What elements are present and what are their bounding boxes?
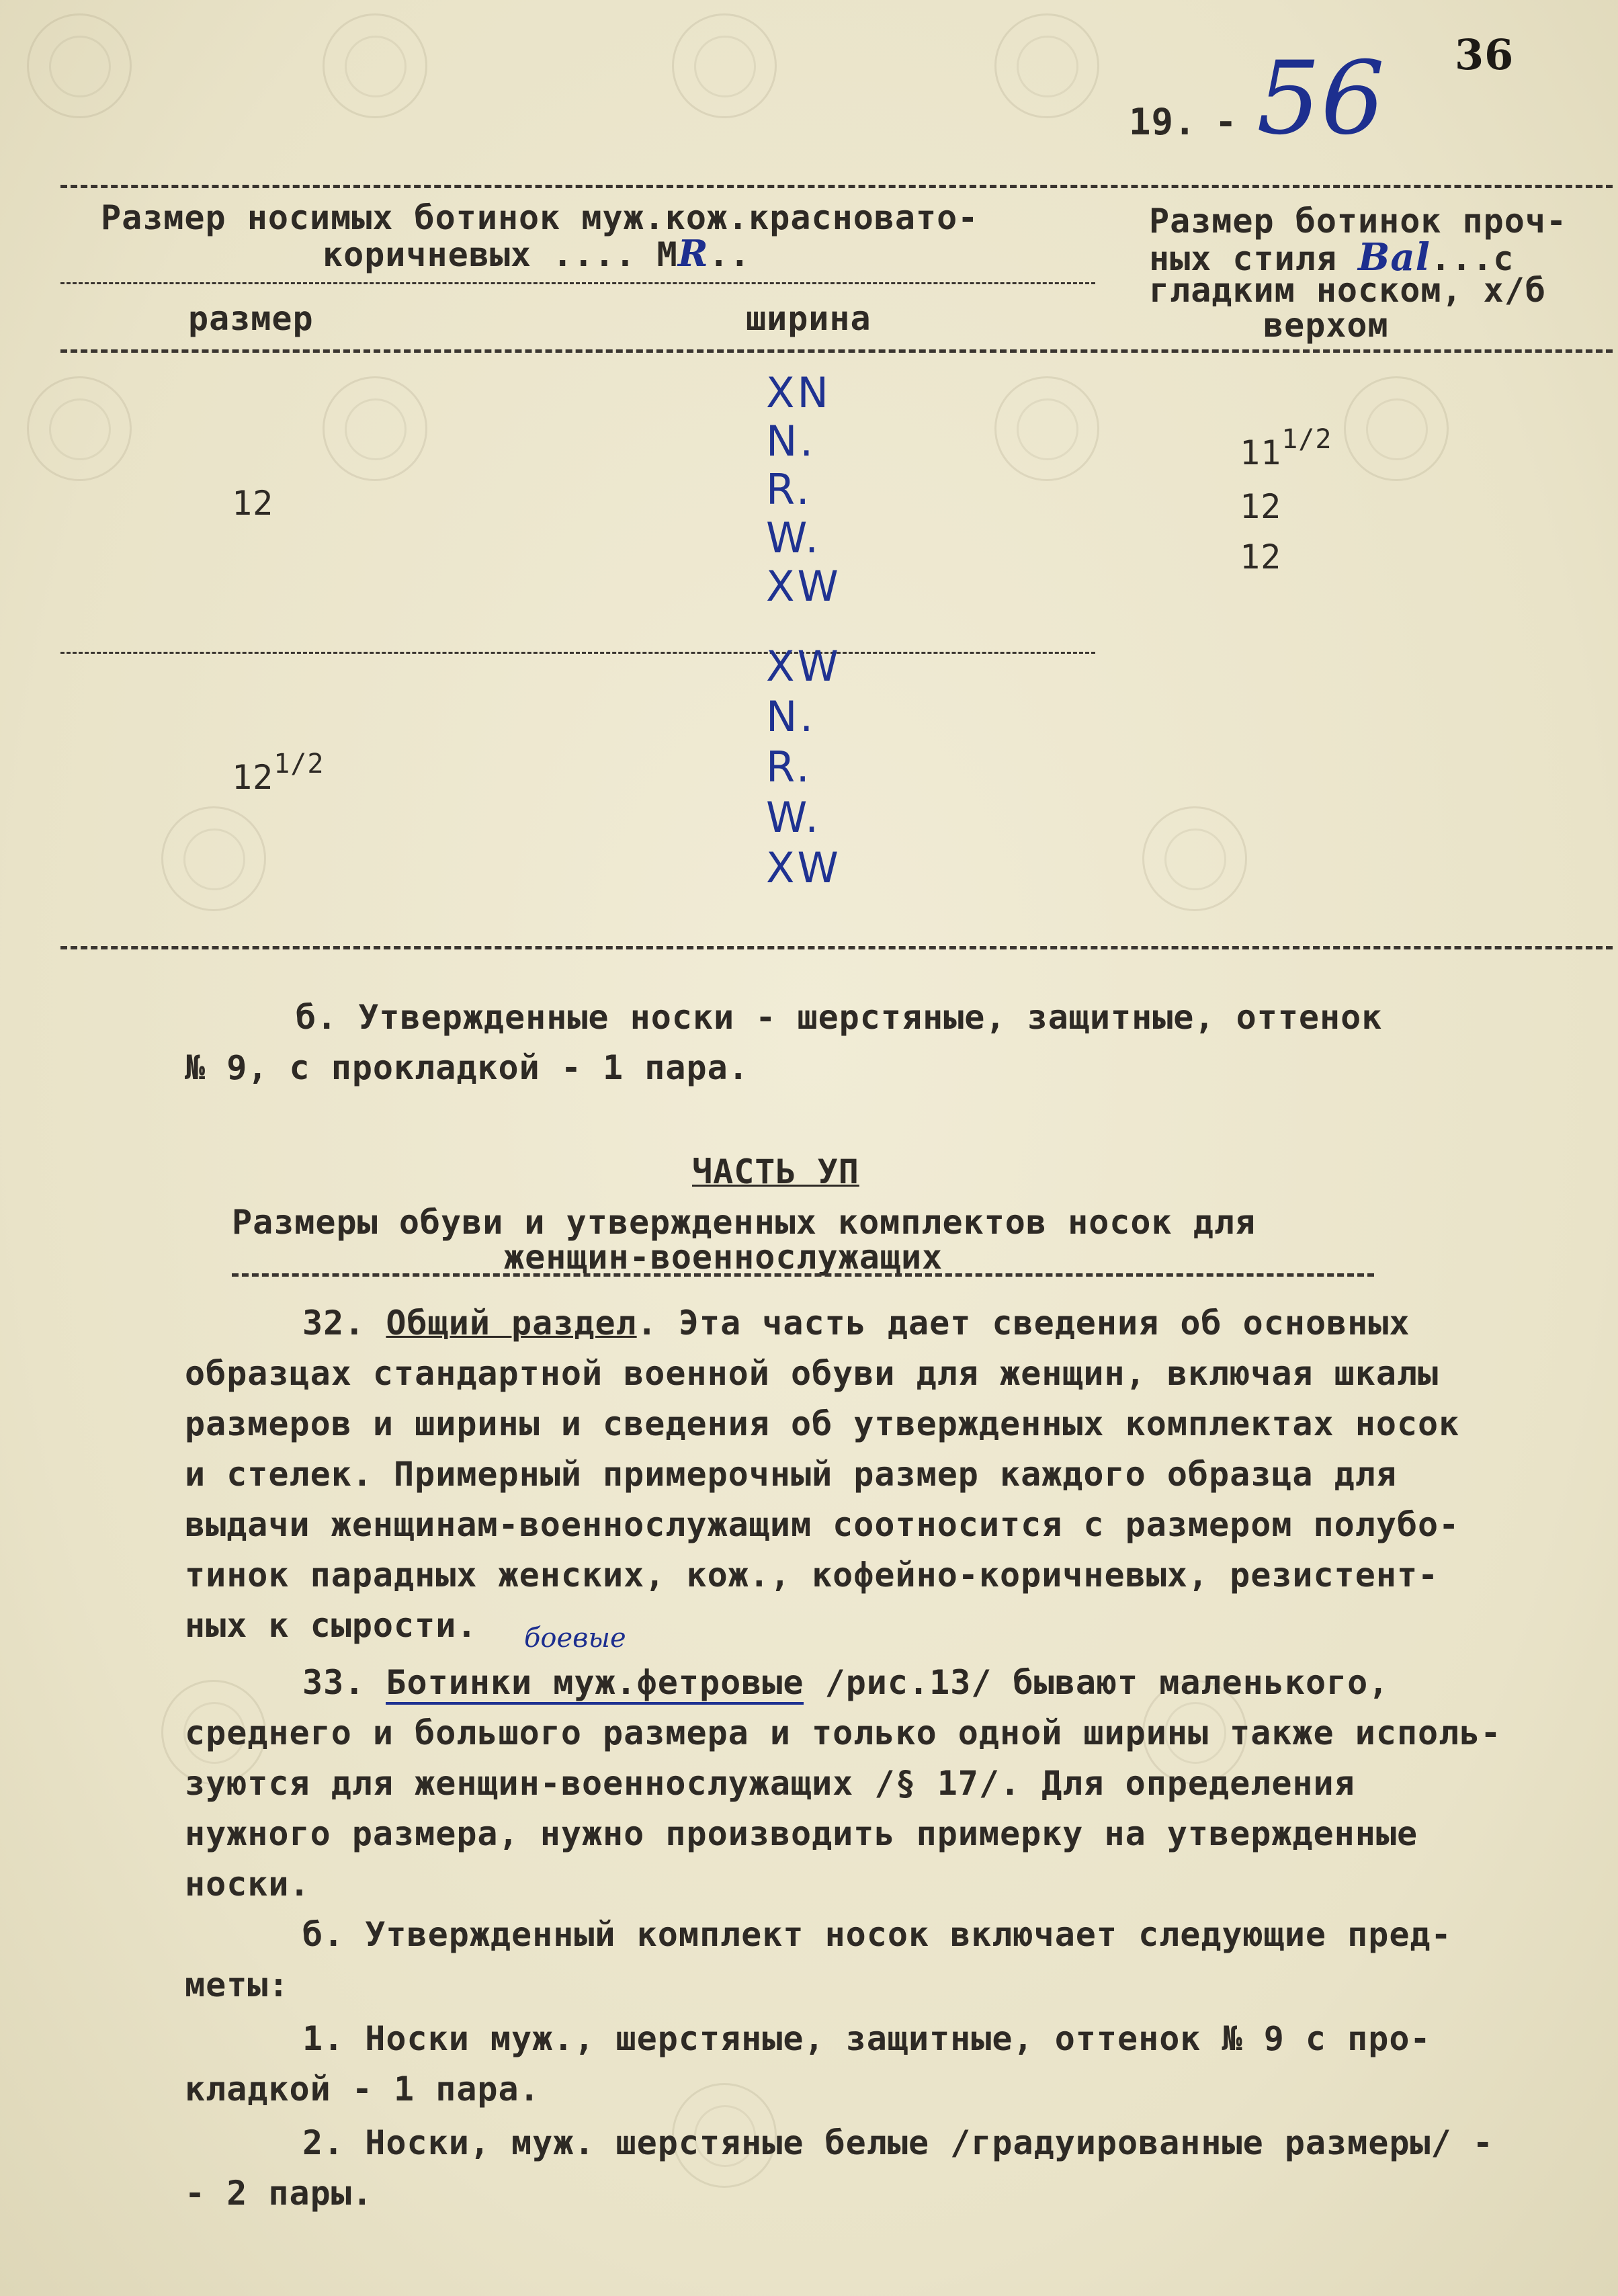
watermark-emblem xyxy=(161,806,266,911)
subheader-rule xyxy=(60,282,1095,284)
section-33-line3: зуются для женщин-военнослужащих /§ 17/. Для определения xyxy=(185,1764,1355,1803)
section-33b-line2: меты: xyxy=(185,1965,290,2004)
section-32-line3: размеров и ширины и сведения об утвержденных комплектах носок xyxy=(185,1404,1460,1443)
item-2-line1: 2. Носки, муж. шерстяные белые /градуированные размеры/ - xyxy=(302,2123,1494,2162)
width-n: N. xyxy=(766,417,816,466)
group-separator-rule xyxy=(60,652,1095,654)
width-w: W. xyxy=(766,513,821,562)
width-r: R. xyxy=(766,742,812,792)
column-width-label: ширина xyxy=(746,299,871,338)
section-32-line5: выдачи женщинам-военнослужащим соотносится с размером полубо- xyxy=(185,1505,1460,1544)
width-r: R. xyxy=(766,465,812,514)
size-cell-12-5: $12^{1/2}$ xyxy=(232,749,325,797)
right-size-12b: 12 xyxy=(1240,538,1282,577)
left-header-line2: коричневых .... MR.. xyxy=(323,232,751,275)
right-header-line1: Размер ботинок проч- xyxy=(1149,202,1568,241)
table-top-rule xyxy=(60,185,1613,188)
right-size-12a: 12 xyxy=(1240,487,1282,526)
left-header-line1: Размер носимых ботинок муж.кож.красновато- xyxy=(101,198,979,237)
width-xn: XN xyxy=(766,368,831,417)
watermark-emblem xyxy=(1344,376,1449,481)
width-w: W. xyxy=(766,793,821,842)
handwritten-number: 56 xyxy=(1257,40,1385,157)
watermark-emblem xyxy=(672,13,777,118)
section-33b-line1: б. Утвержденный комплект носок включает следующие пред- xyxy=(302,1915,1452,1954)
handwritten-insert: боевые xyxy=(524,1623,626,1654)
watermark-emblem xyxy=(994,13,1099,118)
section-33-line4: нужного размера, нужно производить примерку на утвержденные xyxy=(185,1814,1418,1853)
page-number: 36 xyxy=(1455,30,1515,79)
size-cell-12: 12 xyxy=(232,484,274,523)
socks-paragraph-line2: № 9, с прокладкой - 1 пара. xyxy=(185,1048,749,1087)
socks-paragraph-line1: б. Утвержденные носки - шерстяные, защитные, оттенок xyxy=(296,998,1383,1037)
item-2-line2: - 2 пары. xyxy=(185,2174,373,2213)
part-title-rule xyxy=(232,1273,1374,1277)
section-32-line6: тинок парадных женских, кож., кофейно-коричневых, резистент- xyxy=(185,1556,1439,1595)
item-1-line1: 1. Носки муж., шерстяные, защитные, оттенок № 9 с про- xyxy=(302,2019,1431,2058)
width-xw: XW xyxy=(766,642,841,691)
section-33-line2: среднего и большого размера и только одной ширины также исполь- xyxy=(185,1713,1502,1752)
watermark-emblem xyxy=(27,13,132,118)
section-32-line7: ных к сырости. xyxy=(185,1606,478,1645)
right-header-line3: гладким носком, х/б xyxy=(1149,271,1546,310)
section-32-line2: образцах стандартной военной обуви для женщин, включая шкалы xyxy=(185,1354,1439,1393)
watermark-emblem xyxy=(323,13,427,118)
header-bottom-rule xyxy=(60,349,1613,353)
right-header-line4: верхом xyxy=(1263,306,1389,345)
column-size-label: размер xyxy=(188,299,314,338)
part-subtitle-line1: Размеры обуви и утвержденных комплектов носок для xyxy=(232,1203,1257,1242)
width-n: N. xyxy=(766,692,816,741)
part-subtitle-line2: женщин-военнослужащих xyxy=(504,1238,943,1277)
section-33-line5: носки. xyxy=(185,1865,310,1904)
watermark-emblem xyxy=(994,376,1099,481)
date-dash: - xyxy=(1215,101,1238,143)
width-xw: XW xyxy=(766,843,841,892)
part-title: ЧАСТЬ УП xyxy=(692,1152,859,1191)
watermark-emblem xyxy=(1142,806,1247,911)
section-32-line4: и стелек. Примерный примерочный размер каждого образца для xyxy=(185,1455,1397,1494)
watermark-emblem xyxy=(323,376,427,481)
item-1-line2: кладкой - 1 пара. xyxy=(185,2070,540,2109)
watermark-emblem xyxy=(27,376,132,481)
table-bottom-rule xyxy=(60,946,1613,949)
right-header-line2: ных стиля Bal...с xyxy=(1149,235,1515,280)
width-xw: XW xyxy=(766,562,841,611)
date-prefix: 19. xyxy=(1129,101,1197,143)
section-32-line1: 32. Общий раздел. Эта часть дает сведения об основных xyxy=(302,1304,1410,1343)
right-size-11-5: $11^{1/2}$ xyxy=(1240,424,1332,472)
section-33-line1: 33. Ботинки муж.фетровые /рис.13/ бывают маленького, xyxy=(302,1663,1389,1702)
